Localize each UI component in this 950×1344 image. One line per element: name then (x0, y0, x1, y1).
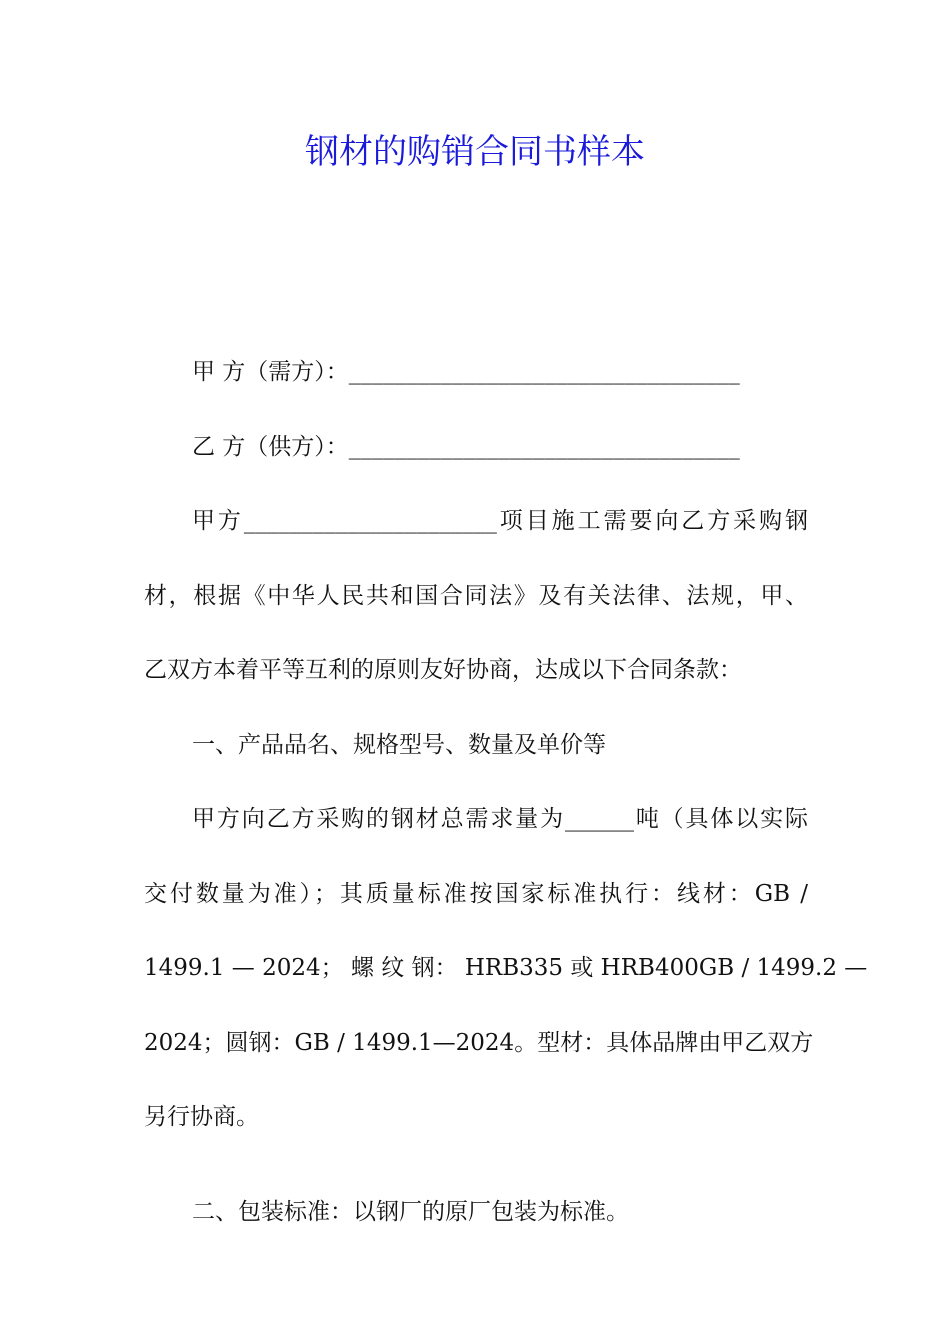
section-1-line: 交付数量为准）；其质量标准按国家标准执行：线材：GB / (144, 880, 808, 907)
section-2-heading: 二、包装标准：以钢厂的原厂包装为标准。 (192, 1198, 629, 1225)
section-1-line: 甲方向乙方采购的钢材总需求量为______吨（具体以实际 (192, 806, 808, 832)
preamble-line: 甲方______________________项目施工需要向乙方采购钢 (192, 508, 808, 534)
party-b-line: 乙 方（供方）：__________________________________ (192, 433, 740, 460)
preamble-line: 材，根据《中华人民共和国合同法》及有关法律、法规，甲、 (144, 582, 808, 609)
contract-body (144, 335, 868, 1249)
party-a-line: 甲 方（需方）：__________________________________ (192, 359, 740, 385)
section-1-line: 另行协商。 (144, 1104, 259, 1130)
section-1-line: 1499.1 — 2024； 螺 纹 钢： HRB335 或 HRB400GB / 1499.2 — (144, 955, 868, 981)
section-1-line: 2024；圆钢：GB / 1499.1—2024。型材：具体品牌由甲乙双方 (144, 1029, 814, 1056)
preamble-line: 乙双方本着平等互利的原则友好协商，达成以下合同条款： (144, 657, 742, 683)
document-title: 钢材的购销合同书样本 (305, 132, 645, 172)
section-1-heading: 一、产品品名、规格型号、数量及单价等 (192, 731, 606, 758)
